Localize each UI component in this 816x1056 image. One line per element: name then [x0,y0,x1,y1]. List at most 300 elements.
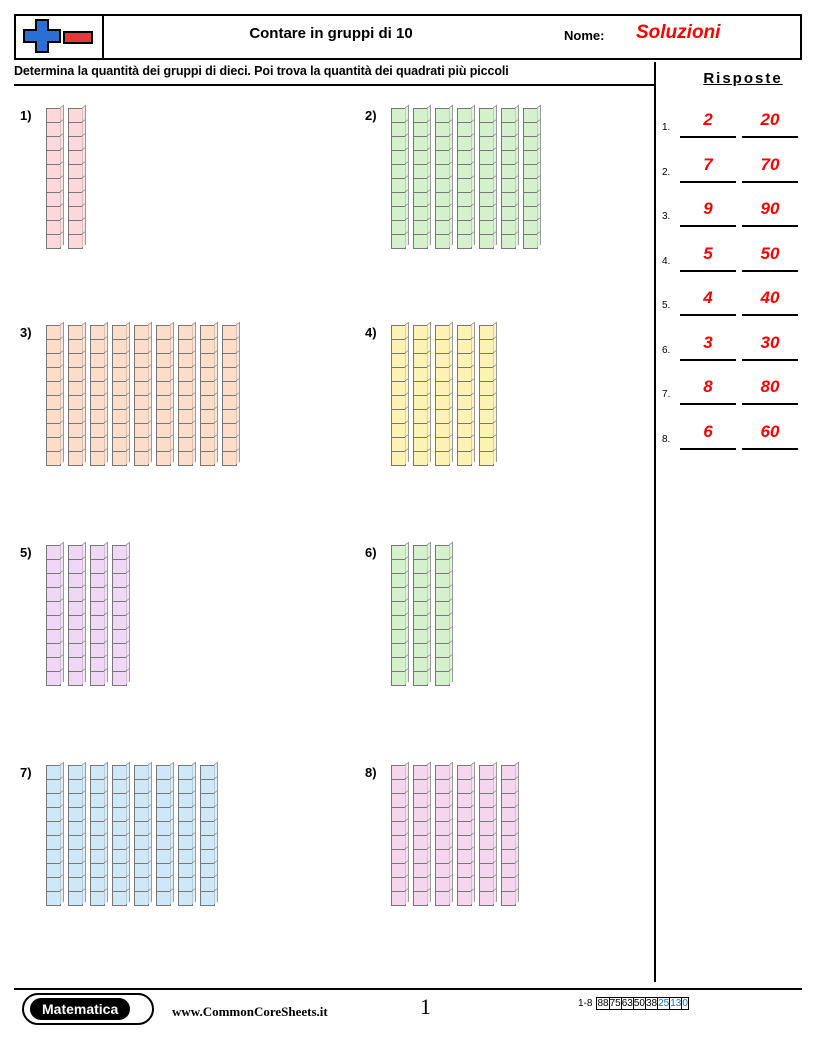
unit-square [479,821,494,836]
answer-blank-groups[interactable] [680,314,736,316]
unit-square [112,367,127,382]
unit-square [112,451,127,466]
unit-square [391,192,406,207]
unit-square [523,150,538,165]
unit-square [68,765,83,780]
unit-square [479,108,494,123]
unit-square [413,779,428,794]
answer-blank-groups[interactable] [680,270,736,272]
unit-square [413,891,428,906]
unit-square [479,367,494,382]
answer-blank-total[interactable] [742,270,798,272]
base-ten-rod [200,325,215,465]
unit-square [457,409,472,424]
answer-row [662,286,802,322]
unit-square [391,339,406,354]
unit-square [391,178,406,193]
unit-square [479,793,494,808]
unit-square [112,891,127,906]
unit-square [156,339,171,354]
instructions: Determina la quantità dei gruppi di dieci. Poi trova la quantità dei quadrati più piccoli [14,64,509,78]
unit-square [200,779,215,794]
answer-value-groups: 3 [703,332,713,352]
unit-square [222,367,237,382]
unit-square [90,545,105,560]
unit-square [200,877,215,892]
unit-square [178,325,193,340]
base-ten-rod [435,545,450,685]
unit-square [112,643,127,658]
unit-square [156,877,171,892]
unit-square [46,150,61,165]
answer-blank-total[interactable] [742,181,798,183]
unit-square [178,451,193,466]
answer-index: 1. [662,122,671,133]
unit-square [391,807,406,822]
unit-square [68,891,83,906]
unit-square [156,423,171,438]
unit-square [68,779,83,794]
answer-blank-total[interactable] [742,448,798,450]
answer-blank-groups[interactable] [680,181,736,183]
unit-square [112,601,127,616]
unit-square [156,793,171,808]
unit-square [479,395,494,410]
unit-square [134,451,149,466]
unit-square [90,891,105,906]
base-ten-rod [479,108,494,248]
unit-square [156,835,171,850]
unit-square [413,325,428,340]
unit-square [457,325,472,340]
unit-square [435,835,450,850]
unit-square [68,234,83,249]
answer-value-total: 20 [760,110,780,129]
unit-square [112,559,127,574]
answer-row [662,420,802,456]
unit-square [391,108,406,123]
problem-label: 1) [20,108,32,123]
answer-value-total: 50 [760,243,780,263]
unit-square [413,877,428,892]
unit-square [391,835,406,850]
base-ten-rod [457,108,472,248]
unit-square [90,587,105,602]
unit-square [435,122,450,137]
unit-square [68,136,83,151]
unit-square [46,601,61,616]
unit-square [479,409,494,424]
answer-value-groups: 6 [703,421,713,441]
answer-value-groups: 5 [703,243,713,263]
unit-square [46,395,61,410]
unit-square [435,409,450,424]
unit-square [501,220,516,235]
unit-square [222,395,237,410]
base-ten-rod [112,545,127,685]
unit-square [222,381,237,396]
base-ten-rod [391,325,406,465]
unit-square [435,220,450,235]
base-ten-rod [156,325,171,465]
unit-square [501,779,516,794]
unit-square [501,835,516,850]
unit-square [90,601,105,616]
unit-square [200,395,215,410]
unit-square [501,164,516,179]
unit-square [200,807,215,822]
unit-square [501,108,516,123]
unit-square [501,178,516,193]
grading-scale-box: 50 [633,998,645,1009]
unit-square [46,891,61,906]
base-ten-rod [68,765,83,905]
unit-square [222,325,237,340]
unit-square [391,367,406,382]
unit-square [391,409,406,424]
unit-square [112,877,127,892]
unit-square [413,451,428,466]
unit-square [134,437,149,452]
unit-square [457,891,472,906]
unit-square [46,437,61,452]
unit-square [435,339,450,354]
unit-square [479,178,494,193]
base-ten-rod [413,545,428,685]
unit-square [457,136,472,151]
unit-square [501,150,516,165]
unit-square [479,164,494,179]
answer-blank-total[interactable] [742,403,798,405]
unit-square [178,381,193,396]
unit-square [112,395,127,410]
unit-square [523,108,538,123]
unit-square [391,877,406,892]
unit-square [435,587,450,602]
unit-square [391,849,406,864]
answer-value-total: 80 [760,377,780,396]
unit-square [46,234,61,249]
unit-square [435,136,450,151]
unit-square [178,779,193,794]
unit-square [457,849,472,864]
unit-square [413,192,428,207]
base-ten-rod [413,108,428,248]
unit-square [479,136,494,151]
unit-square [90,863,105,878]
unit-square [435,423,450,438]
answer-index: 3. [662,211,671,222]
unit-square [134,779,149,794]
unit-square [46,122,61,137]
unit-square [391,545,406,560]
unit-square [457,220,472,235]
unit-square [391,657,406,672]
grading-scale-range: 1-8 [578,998,593,1009]
unit-square [479,849,494,864]
unit-square [134,395,149,410]
unit-square [501,849,516,864]
unit-square [413,559,428,574]
unit-square [413,793,428,808]
base-ten-rod [46,765,61,905]
answer-row [662,375,802,411]
base-ten-rod [68,545,83,685]
unit-square [435,559,450,574]
unit-square [391,381,406,396]
unit-square [46,657,61,672]
unit-square [200,821,215,836]
unit-square [112,779,127,794]
answer-value-groups: 2 [703,110,713,129]
name-label: Nome: [564,28,605,43]
subject-badge: Matematica [30,998,130,1020]
answer-index: 7. [662,389,671,400]
unit-square [435,178,450,193]
unit-square [112,437,127,452]
unit-square [68,339,83,354]
unit-square [479,779,494,794]
unit-square [200,835,215,850]
unit-square [134,367,149,382]
answer-index: 4. [662,255,671,267]
answer-index: 6. [662,344,671,356]
base-ten-rod [134,765,149,905]
unit-square [178,409,193,424]
unit-square [156,891,171,906]
unit-square [90,643,105,658]
unit-square [479,891,494,906]
answer-value-total: 70 [760,154,780,174]
unit-square [200,765,215,780]
unit-square [391,793,406,808]
unit-square [68,108,83,123]
unit-square [435,325,450,340]
unit-square [112,821,127,836]
unit-square [435,395,450,410]
unit-square [413,381,428,396]
unit-square [391,423,406,438]
unit-square [46,821,61,836]
unit-square [68,793,83,808]
unit-square [156,437,171,452]
unit-square [68,629,83,644]
grading-scale-box: 63 [621,998,633,1009]
unit-square [156,353,171,368]
unit-square [68,164,83,179]
answer-blank-groups[interactable] [680,448,736,450]
unit-square [46,835,61,850]
unit-square [68,573,83,588]
unit-square [90,451,105,466]
unit-square [68,835,83,850]
unit-square [435,643,450,658]
grading-scale-box: 75 [609,998,621,1009]
unit-square [112,409,127,424]
unit-square [112,863,127,878]
unit-square [413,863,428,878]
unit-square [413,395,428,410]
unit-square [479,381,494,396]
unit-square [46,863,61,878]
unit-square [46,339,61,354]
unit-square [391,821,406,836]
unit-square [413,150,428,165]
answer-index: 2. [662,166,671,178]
unit-square [200,367,215,382]
unit-square [68,545,83,560]
answer-row [662,108,802,144]
unit-square [391,220,406,235]
unit-square [178,849,193,864]
unit-square [435,367,450,382]
unit-square [479,220,494,235]
unit-square [178,877,193,892]
unit-square [112,381,127,396]
unit-square [68,877,83,892]
answer-blank-total[interactable] [742,314,798,316]
unit-square [501,821,516,836]
unit-square [435,437,450,452]
answer-value-groups: 4 [703,288,713,307]
unit-square [46,381,61,396]
page-title: Contare in gruppi di 10 [249,25,413,42]
unit-square [200,849,215,864]
unit-square [46,765,61,780]
unit-square [46,671,61,686]
base-ten-rod [391,765,406,905]
unit-square [479,353,494,368]
answer-value-groups: 7 [703,154,713,174]
base-ten-rod [501,765,516,905]
unit-square [90,395,105,410]
base-ten-rod [112,765,127,905]
unit-square [413,234,428,249]
page-number: 1 [420,994,431,1019]
unit-square [68,423,83,438]
answer-key-badge: Soluzioni [636,22,721,43]
unit-square [46,559,61,574]
base-ten-rod [178,765,193,905]
unit-square [391,559,406,574]
unit-square [413,643,428,658]
unit-square [457,122,472,137]
base-ten-rods [46,545,127,685]
unit-square [200,793,215,808]
answer-row [662,197,802,233]
base-ten-rod [435,108,450,248]
unit-square [156,409,171,424]
website-url: www.CommonCoreSheets.it [172,1004,328,1019]
unit-square [391,164,406,179]
answer-value-groups: 9 [703,199,713,218]
unit-square [134,423,149,438]
unit-square [90,437,105,452]
unit-square [435,108,450,123]
unit-square [457,451,472,466]
unit-square [479,122,494,137]
unit-square [68,367,83,382]
answer-blank-total[interactable] [742,136,798,138]
unit-square [68,643,83,658]
unit-square [391,206,406,221]
unit-square [501,192,516,207]
answer-blank-total[interactable] [742,359,798,361]
unit-square [413,615,428,630]
footer-divider [14,988,802,990]
unit-square [90,779,105,794]
base-ten-rod [222,325,237,465]
unit-square [90,765,105,780]
grading-scale-box: 13 [670,998,682,1009]
unit-square [112,765,127,780]
unit-square [435,451,450,466]
answer-blank-groups[interactable] [680,225,736,227]
unit-square [200,423,215,438]
base-ten-rods [391,545,450,685]
unit-square [200,339,215,354]
unit-square [46,206,61,221]
answer-row [662,242,802,278]
unit-square [391,863,406,878]
answer-blank-groups[interactable] [680,359,736,361]
unit-square [68,395,83,410]
base-ten-rod [46,545,61,685]
unit-square [413,821,428,836]
unit-square [391,615,406,630]
unit-square [134,891,149,906]
unit-square [222,437,237,452]
answer-value-total: 60 [760,421,780,441]
grading-scale-box: 25 [658,998,670,1009]
unit-square [134,863,149,878]
unit-square [435,573,450,588]
answer-blank-total[interactable] [742,225,798,227]
answer-blank-groups[interactable] [680,403,736,405]
unit-square [46,573,61,588]
unit-square [46,423,61,438]
unit-square [435,545,450,560]
unit-square [222,409,237,424]
unit-square [68,807,83,822]
unit-square [68,437,83,452]
unit-square [46,192,61,207]
unit-square [457,423,472,438]
unit-square [134,835,149,850]
unit-square [457,178,472,193]
unit-square [134,849,149,864]
answer-blank-groups[interactable] [680,136,736,138]
base-ten-rod [435,765,450,905]
base-ten-rod [413,325,428,465]
unit-square [391,587,406,602]
unit-square [68,409,83,424]
unit-square [413,122,428,137]
base-ten-rod [90,545,105,685]
unit-square [391,325,406,340]
base-ten-rod [90,765,105,905]
unit-square [156,381,171,396]
unit-square [134,339,149,354]
base-ten-rods [391,325,494,465]
unit-square [112,807,127,822]
answer-value-groups: 8 [703,377,713,396]
answer-index: 5. [662,300,671,311]
grading-scale-boxes [596,996,688,1011]
base-ten-rod [134,325,149,465]
grading-scale-box: 38 [645,998,658,1009]
base-ten-rods [391,765,516,905]
